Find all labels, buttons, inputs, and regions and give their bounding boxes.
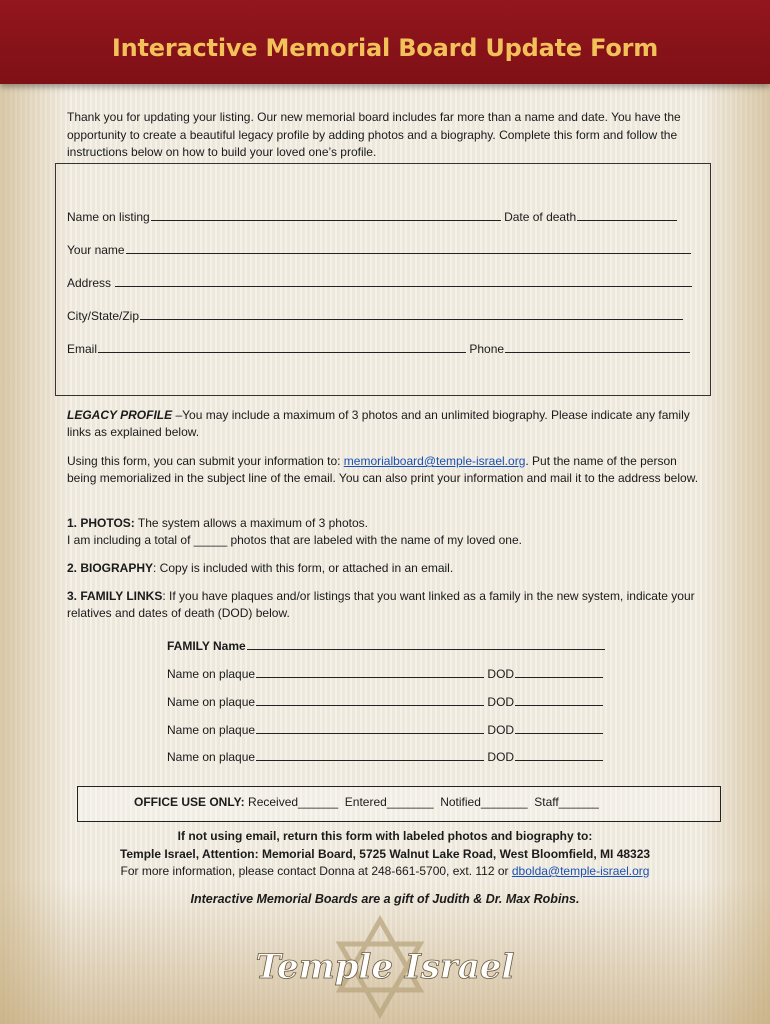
plaque-label: Name on plaque	[167, 695, 256, 709]
name-on-listing-label: Name on listing	[67, 210, 150, 224]
email-label: Email	[67, 342, 98, 356]
mailing-address: Temple Israel, Attention: Memorial Board, 5725 Walnut Lake Road, West Bloomfield, MI 48323	[119, 847, 651, 861]
address-label: Address	[67, 276, 112, 290]
city-state-zip-field[interactable]	[140, 308, 683, 320]
photos-text: The system allows a maximum of 3 photos.	[134, 516, 368, 530]
plaque-name-field[interactable]	[256, 666, 484, 678]
return-instructions: If not using email, return this form with labeled photos and biography to:	[177, 829, 593, 843]
temple-israel-logo	[255, 918, 515, 1018]
family-name-field[interactable]	[247, 638, 605, 650]
office-use-row	[134, 795, 599, 809]
intro-paragraph: Thank you for updating your listing. Our new memorial board includes far more than a name and date. You have the opportunity to create a beautiful legacy profile by adding photos and a biography. Complete this form and follow the instructions below on how to build your loved one’s profile.	[67, 110, 681, 159]
photos-count-before: I am including a total of	[67, 533, 194, 547]
submit-text-before: Using this form, you can submit your information to:	[67, 454, 344, 468]
gift-credit: Interactive Memorial Boards are a gift of Judith & Dr. Max Robins.	[190, 892, 580, 906]
memorialboard-email-link[interactable]: memorialboard@temple-israel.org	[343, 454, 526, 468]
contact-info	[0, 864, 770, 878]
your-name-field[interactable]	[126, 242, 691, 254]
legacy-profile-text: –You may include a maximum of 3 photos and an unlimited biography. Please indicate any family links as explained below.	[67, 408, 690, 439]
title-banner	[0, 0, 770, 84]
plaque-row	[167, 749, 603, 764]
city-state-zip-row	[67, 308, 683, 323]
plaque-row	[167, 666, 603, 681]
phone-label: Phone	[469, 342, 505, 356]
dod-field[interactable]	[515, 666, 603, 678]
name-on-listing-field[interactable]	[151, 209, 501, 221]
your-name-row	[67, 242, 691, 257]
dod-label: DOD	[487, 723, 515, 737]
photos-heading: 1. PHOTOS:	[67, 516, 135, 530]
email-field[interactable]	[98, 341, 466, 353]
plaque-row	[167, 694, 603, 709]
plaque-row	[167, 722, 603, 737]
page-title: Interactive Memorial Board Update Form	[111, 34, 659, 62]
plaque-label: Name on plaque	[167, 723, 256, 737]
family-name-label: FAMILY Name	[167, 639, 246, 653]
date-of-death-label: Date of death	[504, 210, 577, 224]
photos-count-after: photos that are labeled with the name of my loved one.	[227, 533, 522, 547]
plaque-label: Name on plaque	[167, 667, 256, 681]
dod-field[interactable]	[515, 749, 603, 761]
family-links-heading: 3. FAMILY LINKS	[67, 589, 163, 603]
name-on-listing-row	[67, 209, 677, 224]
your-name-label: Your name	[67, 243, 125, 257]
entered-field[interactable]: Entered_______	[344, 795, 434, 809]
dod-label: DOD	[487, 695, 515, 709]
biography-section	[67, 560, 707, 577]
address-row	[67, 275, 692, 290]
submit-text-after: . Put the name of the person being memorialized in the subject line of the email. You can also print your information and mail it to the address below.	[67, 454, 699, 485]
contact-info-text: For more information, please contact Donna at 248-661-5700, ext. 112 or	[120, 864, 512, 878]
email-phone-row	[67, 341, 690, 356]
dod-label: DOD	[487, 667, 515, 681]
biography-text: : Copy is included with this form, or attached in an email.	[153, 561, 454, 575]
date-of-death-field[interactable]	[577, 209, 677, 221]
phone-field[interactable]	[505, 341, 690, 353]
office-use-label: OFFICE USE ONLY:	[134, 795, 245, 809]
biography-heading: 2. BIOGRAPHY	[67, 561, 154, 575]
plaque-name-field[interactable]	[256, 722, 484, 734]
address-field[interactable]	[115, 275, 692, 287]
dod-field[interactable]	[515, 694, 603, 706]
dbolda-email-link[interactable]: dbolda@temple-israel.org	[511, 864, 650, 878]
family-links-text: : If you have plaques and/or listings that you want linked as a family in the new system, indicate your relatives and dates of death (DOD) below.	[67, 589, 695, 620]
family-name-row	[167, 638, 605, 653]
plaque-label: Name on plaque	[167, 750, 256, 764]
dod-label: DOD	[487, 750, 515, 764]
plaque-name-field[interactable]	[256, 694, 484, 706]
photos-count-field[interactable]: _____	[193, 533, 228, 547]
family-links-section	[67, 588, 707, 622]
submit-instructions	[67, 453, 707, 487]
received-field[interactable]: Received______	[248, 795, 339, 809]
plaque-name-field[interactable]	[256, 749, 484, 761]
dod-field[interactable]	[515, 722, 603, 734]
legacy-profile-heading: LEGACY PROFILE	[67, 408, 173, 422]
city-state-zip-label: City/State/Zip	[67, 309, 140, 323]
logo-wordmark: Temple Israel	[255, 947, 515, 987]
staff-field[interactable]: Staff______	[534, 795, 599, 809]
notified-field[interactable]: Notified_______	[440, 795, 528, 809]
photos-section	[67, 515, 707, 549]
legacy-profile-paragraph	[67, 407, 707, 441]
